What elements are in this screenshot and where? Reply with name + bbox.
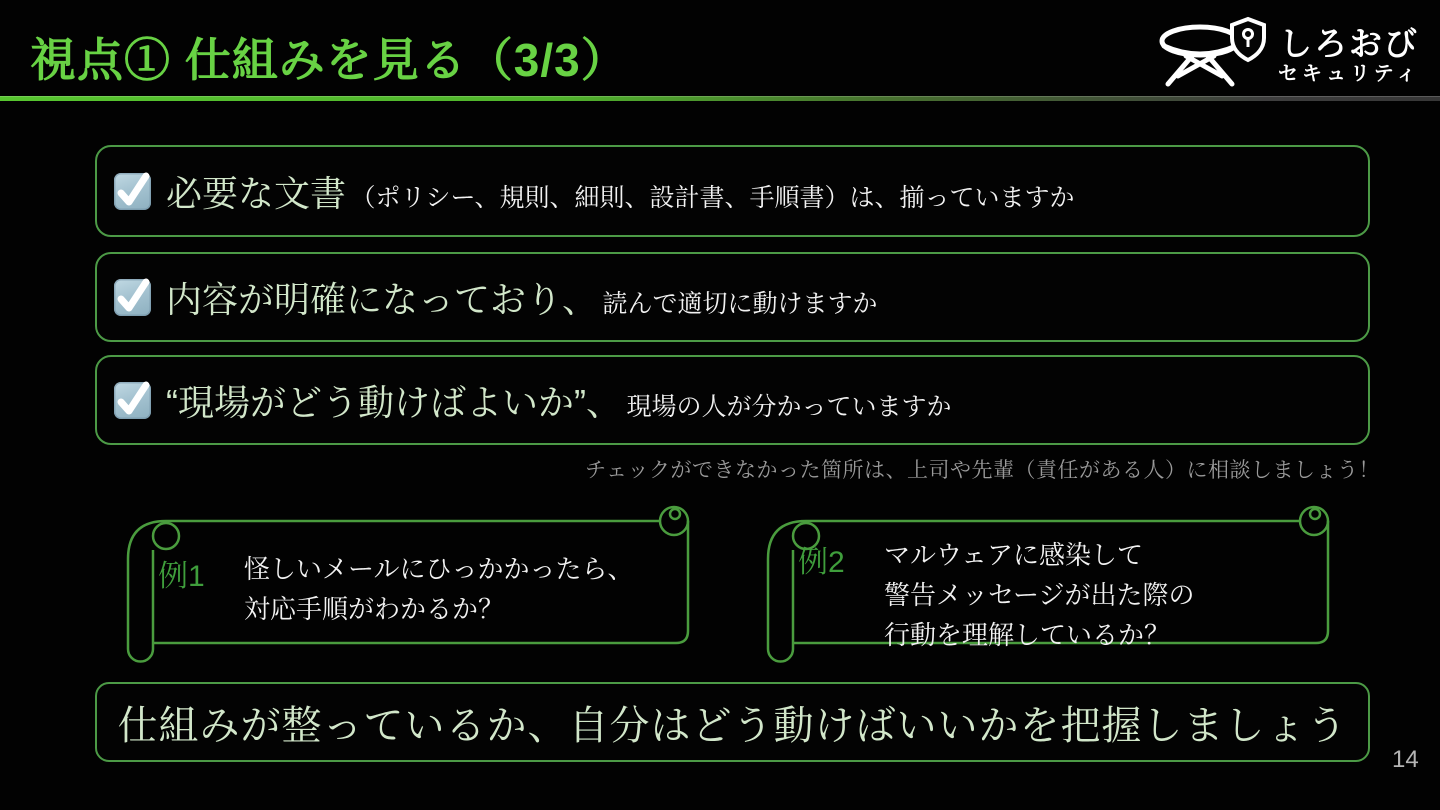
advice-note: チェックができなかった箇所は、上司や先輩（責任がある人）に相談しましょう！ <box>585 459 1380 482</box>
example-label: 例2 <box>798 546 845 579</box>
example-label: 例1 <box>158 560 205 593</box>
logo-text <box>1278 24 1420 86</box>
checklist-text <box>166 375 951 426</box>
example-scroll-1 <box>122 503 712 670</box>
checked-checkbox-icon <box>114 279 151 316</box>
example-text <box>244 549 633 629</box>
page-number: 14 <box>1392 746 1419 773</box>
shield-keyhole-icon <box>1232 19 1264 60</box>
title-underline-divider <box>0 96 1440 101</box>
summary-text: 仕組みが整っているか、自分はどう動けばいいかを把握しましょう <box>117 703 1348 748</box>
checklist-highlight: 必要な文書 <box>166 172 347 214</box>
example-scroll-2 <box>762 503 1352 670</box>
example-line: 警告メッセージが出た際の <box>884 580 1195 610</box>
logo-subtitle: セキュリティ <box>1278 63 1420 86</box>
example-line: マルウェアに感染して <box>884 540 1143 570</box>
page-title: 視点① 仕組みを見る（3/3） <box>30 34 628 86</box>
summary-box <box>95 682 1370 762</box>
belt-icon <box>1152 16 1270 96</box>
shiroobi-logo <box>1152 16 1420 96</box>
checklist-item-field-action <box>95 355 1370 445</box>
checklist-rest: 読んで適切に動けますか <box>602 289 878 318</box>
checklist-text <box>166 166 1074 217</box>
checklist-item-clarity <box>95 252 1370 342</box>
checked-checkbox-icon <box>114 173 151 210</box>
checked-checkbox-icon <box>114 382 151 419</box>
checklist-highlight: “現場がどう動けばよいか”、 <box>166 381 622 423</box>
checklist-text <box>166 272 877 323</box>
checklist-item-documents <box>95 145 1370 237</box>
example-line: 怪しいメールにひっかかったら、 <box>244 554 634 584</box>
example-line: 行動を理解しているか？ <box>884 620 1171 650</box>
checklist-highlight: 内容が明確になっており、 <box>166 278 599 320</box>
example-text <box>884 535 1194 655</box>
checklist-rest: 現場の人が分かっていますか <box>626 392 952 421</box>
logo-name: しろおび <box>1279 24 1419 62</box>
checklist-rest: （ポリシー、規則、細則、設計書、手順書）は、揃っていますか <box>350 183 1075 212</box>
example-line: 対応手順がわかるか？ <box>244 594 505 624</box>
